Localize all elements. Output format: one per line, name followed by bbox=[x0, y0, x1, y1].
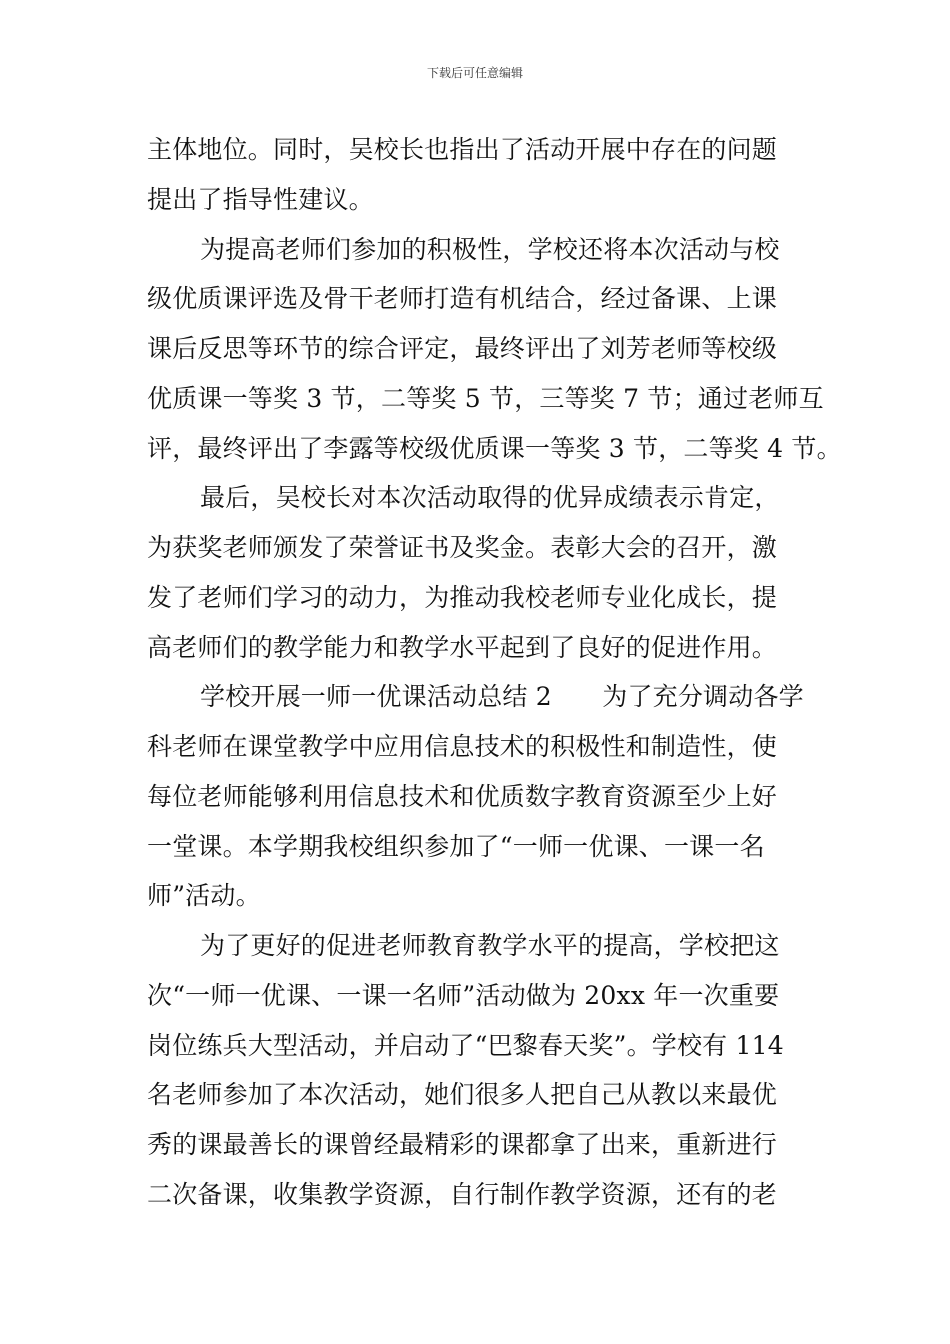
text-line: 一堂课。本学期我校组织参加了“一师一优课、一课一名 bbox=[147, 831, 765, 861]
text-line: 高老师们的教学能力和教学水平起到了良好的促进作用。 bbox=[147, 632, 778, 662]
text-line: 师”活动。 bbox=[147, 881, 261, 911]
text-line: 发了老师们学习的动力，为推动我校老师专业化成长，提 bbox=[147, 582, 778, 612]
text-line: 每位老师能够利用信息技术和优质数字教育资源至少上好 bbox=[147, 781, 778, 811]
document-body bbox=[147, 125, 842, 1220]
text-line: 评，最终评出了李露等校级优质课一等奖 3 节，二等奖 4 节。 bbox=[147, 433, 842, 463]
text-line: 秀的课最善长的课曾经最精彩的课都拿了出来，重新进行 bbox=[147, 1130, 778, 1159]
paragraph-start-line: 为提高老师们参加的积极性，学校还将本次活动与校 bbox=[200, 234, 780, 264]
text-line: 优质课一等奖 3 节，二等奖 5 节，三等奖 7 节；通过老师互 bbox=[147, 383, 824, 413]
text-line: 次“一师一优课、一课一名师”活动做为 20xx 年一次重要 bbox=[147, 980, 780, 1010]
page-header-note: 下载后可任意编辑 bbox=[426, 66, 523, 80]
text-line: 科老师在课堂教学中应用信息技术的积极性和制造性，使 bbox=[147, 732, 778, 761]
text-line: 岗位练兵大型活动，并启动了“巴黎春天奖”。学校有 114 bbox=[147, 1030, 784, 1060]
text-line: 二次备课，收集教学资源，自行制作教学资源，还有的老 bbox=[147, 1179, 778, 1209]
text-line: 提出了指导性建议。 bbox=[147, 184, 374, 214]
paragraph-start-line: 最后，吴校长对本次活动取得的优异成绩表示肯定， bbox=[200, 483, 780, 513]
text-line: 级优质课评选及骨干老师打造有机结合，经过备课、上课 bbox=[147, 284, 778, 314]
paragraph-start-line: 学校开展一师一优课活动总结 2 为了充分调动各学 bbox=[200, 682, 804, 712]
text-line: 课后反思等环节的综合评定，最终评出了刘芳老师等校级 bbox=[147, 334, 778, 363]
text-line: 为获奖老师颁发了荣誉证书及奖金。表彰大会的召开，激 bbox=[147, 533, 778, 562]
paragraph-start-line: 为了更好的促进老师教育教学水平的提高，学校把这 bbox=[200, 931, 780, 960]
text-line: 主体地位。同时，吴校长也指出了活动开展中存在的问题 bbox=[147, 135, 778, 164]
text-line: 名老师参加了本次活动，她们很多人把自己从教以来最优 bbox=[147, 1080, 778, 1110]
